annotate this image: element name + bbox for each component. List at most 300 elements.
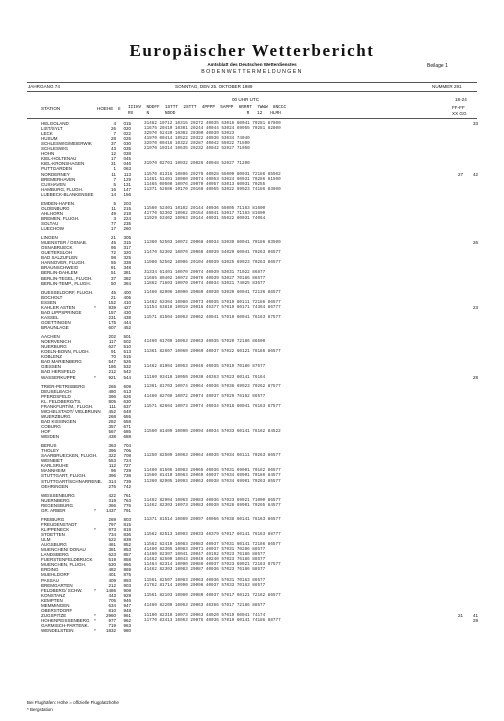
station-name: KOBLENZ [41, 354, 63, 360]
station-number: 215 [123, 205, 131, 211]
station-height: 43 [110, 146, 116, 152]
station-number: 803 [123, 516, 131, 522]
observation-code: 21970 10314 10635 20232 40042 52027 71050 [144, 146, 250, 152]
hoehe-header: HOEHE [97, 106, 114, 111]
station-height: 212 [108, 369, 116, 375]
station-number: 444 [123, 319, 131, 325]
station-name: WASSERKUPPE [41, 374, 76, 380]
report-title: Europäischer Wetterbericht [129, 41, 375, 60]
station-height: 282 [108, 418, 116, 424]
station-height: 547 [108, 359, 116, 365]
station-number: 903 [123, 582, 131, 588]
station-height: 49 [110, 210, 116, 216]
station-name: GOETTINGEN [41, 319, 71, 325]
observation-code: 41970 00414 10522 20322 40036 53034 74040 [144, 136, 250, 142]
station-name: FELDBERG/ SCHW. [41, 587, 83, 593]
station-height: 16 [110, 186, 116, 192]
code-header-line2: RX N NDDD R 12 HLMH [128, 111, 281, 116]
observation-code: 11465 00500 10076 20070 40057 53013 60031 70255 [144, 181, 266, 187]
station-name: OBERSTDORF [41, 607, 73, 613]
station-number: 427 [123, 304, 131, 310]
station-height: 95 [110, 245, 116, 251]
station-name: NUERNBERG [41, 497, 70, 503]
station-height: 117 [108, 339, 116, 345]
station-number: 815 [123, 521, 131, 527]
observation-code: 11561 82507 10083 20063 40036 57031 70163 86577 [144, 577, 266, 583]
station-name: OSNABRUECK [41, 245, 73, 251]
station-name: WUERZBURG [41, 413, 71, 419]
station-name: MUENCHEN, FLUGH. [41, 562, 87, 568]
station-name: NORDERNEY [41, 171, 70, 177]
station-row [0, 508, 504, 514]
station-number: 980 [123, 628, 131, 634]
station-number: 857 [123, 552, 131, 558]
station-name: BAD HERSFELD [41, 369, 76, 375]
station-number: 948 [123, 607, 131, 613]
station-height: 45 [110, 289, 116, 295]
station-number: 688 [123, 434, 131, 440]
station-name: STOETTEN [41, 532, 65, 538]
observation-code: 41462 82303 10083 20087 40036 57023 76186 88577 [144, 567, 266, 573]
station-name: BAD SALZUFLEN [41, 255, 78, 261]
station-height: 96 [110, 468, 116, 474]
station-number: 045 [123, 156, 131, 162]
section-title: BODENWETTERMELDUNGEN [201, 69, 303, 75]
station-name: KASSEL [41, 314, 59, 320]
station-name: FREUDENSTADT [41, 521, 78, 527]
station-number: 218 [123, 210, 131, 216]
observation-code: 31970 02701 10032 20026 40048 52027 71200 [144, 161, 250, 167]
station-name: CUXHAVEN [41, 181, 66, 187]
observation-code: 11571 82604 10073 20074 40034 57018 60041 76163 87577 [144, 403, 281, 409]
station-height: 1832 [105, 628, 116, 634]
observation-code: 11570 81316 10896 20279 40028 55009 60031 72186 85502 [144, 171, 281, 177]
mountain-station-marker: * [94, 612, 96, 618]
station-height: 810 [108, 607, 116, 613]
station-number: 671 [123, 424, 131, 429]
station-number: 852 [123, 542, 131, 548]
station-height: 231 [108, 314, 116, 320]
station-height: 634 [108, 602, 116, 608]
observation-code: 11154 63810 10019 20016 45377 57019 60171 74364 86777 [144, 304, 281, 310]
station-height: 202 [108, 334, 116, 340]
station-name: BREMEN, FLUGH. [41, 215, 80, 221]
station-number: 022 [123, 131, 131, 137]
station-height: 269 [108, 516, 116, 522]
observation-code: 11770 83413 10063 20076 40036 57019 60141 74186 88777 [144, 617, 281, 623]
station-height: 21 [110, 235, 116, 241]
station-height: 70 [110, 354, 116, 360]
station-name: MUEHLDORF [41, 572, 70, 578]
station-height: 14 [110, 191, 116, 197]
station-name: KIEL-KRONSHAGEN [41, 161, 85, 167]
station-height: 112 [108, 463, 116, 469]
station-number: 648 [123, 408, 131, 414]
station-height: 396 [108, 393, 116, 399]
station-name: FREIBURG [41, 516, 65, 522]
station-name: OLDENBURG [41, 205, 70, 211]
station-number: 400 [123, 289, 131, 295]
date-label: SONNTAG, DEN 25. OKTOBER 1989 [175, 84, 253, 89]
station-height: 322 [108, 453, 116, 459]
observation-code: 41460 82209 10063 20063 40366 57017 72186 88577 [144, 602, 266, 608]
station-number: 742 [123, 483, 131, 489]
station-number: 156 [123, 191, 131, 197]
station-number: 963 [123, 622, 131, 628]
station-height: 7 [113, 131, 116, 137]
station-height: 5 [113, 181, 116, 187]
observation-code: 11461 51401 10080 20074 40053 53024 60031 70286 81500 [144, 176, 281, 182]
station-number: 532 [123, 364, 131, 370]
station-number: 046 [123, 161, 131, 167]
station-height: 37 [110, 275, 116, 281]
station-row [0, 226, 504, 232]
station-height: 381 [108, 547, 116, 553]
station-number: 613 [123, 388, 131, 394]
station-number: 026 [123, 136, 131, 142]
station-header: STATION [41, 106, 61, 111]
station-number: 317 [123, 245, 131, 251]
extra-value: 41 [472, 612, 478, 618]
station-row [0, 281, 504, 287]
station-height: 175 [108, 319, 116, 325]
station-number: 738 [123, 473, 131, 479]
station-number: 727 [123, 463, 131, 469]
station-height: 480 [108, 388, 116, 394]
station-name: MANNHEIM [41, 468, 66, 474]
station-name: LUEBECK-BLANKENSEE [41, 191, 94, 197]
observation-code: 41460 82305 10083 20071 40037 57031 70286 88577 [144, 547, 266, 553]
observation-code: 11100 82310 10073 20063 48020 57019 60041 74174 [144, 612, 266, 618]
station-height: 443 [108, 592, 116, 598]
station-name: REGENSBURG [41, 502, 74, 508]
station-number: 655 [123, 413, 131, 419]
station-name: STUTTGART/SCHNARRENB. [41, 478, 102, 484]
station-height: 452 [108, 408, 116, 414]
mountain-station-marker: * [94, 527, 96, 533]
station-height: 276 [108, 483, 116, 489]
station-name: WENDELSTEIN [41, 628, 74, 634]
station-name: DEUSELBACH [41, 388, 72, 394]
station-number: 761 [123, 492, 131, 498]
station-name: THOLEY [41, 448, 60, 454]
station-height: 366 [108, 502, 116, 508]
station-row [0, 325, 504, 331]
station-name: SCHLESWIG [41, 146, 69, 152]
station-number: 030 [123, 141, 131, 147]
extra-value: 28 [472, 374, 478, 380]
station-number: 776 [123, 502, 131, 508]
beilage-label: Beilage 1 [427, 63, 448, 69]
station-height: 111 [109, 403, 116, 409]
station-name: LINGEN [41, 235, 58, 241]
station-height: 396 [108, 473, 116, 479]
observation-code: 11462 63304 10080 20073 40035 57019 60111 72186 86577 [144, 299, 281, 305]
station-name: PASSAU [41, 577, 59, 583]
extra-value: 29 [472, 617, 478, 623]
station-name: HUSUM [41, 136, 58, 142]
station-name: HOHN [41, 151, 55, 157]
station-height: 55 [110, 260, 116, 266]
station-name: AUGSBURG [41, 542, 67, 548]
station-height: 438 [108, 434, 116, 440]
station-name: BERUS [41, 443, 57, 449]
station-height: 805 [108, 398, 116, 404]
observation-code: 11460 81506 10083 20065 40036 57031 69901 70162 86577 [144, 468, 281, 474]
station-name: KIEL-HOLTENAU [41, 156, 77, 162]
observation-code: 11361 82607 10060 20060 40037 57022 60121 76186 86577 [144, 349, 281, 355]
station-name: BREMGARTEN [41, 582, 73, 588]
station-name: NUERBURG [41, 344, 67, 350]
station-name: FUERSTENFELDBRUCK [41, 557, 93, 563]
station-number: 203 [123, 200, 131, 206]
station-number: 637 [123, 403, 131, 409]
station-name: BRAUNSCHWEIG [41, 265, 79, 271]
station-row [0, 375, 504, 381]
station-number: 853 [123, 547, 131, 553]
gust-value: 27 [457, 171, 463, 177]
station-name: BOCHOLT [41, 294, 63, 300]
station-height: 50 [110, 280, 116, 286]
station-number: 658 [123, 418, 131, 424]
observation-code: 11371 52606 10170 20168 40055 53022 69923 74186 83600 [144, 186, 281, 192]
station-name: SCHLESWIG/MEIERWIK [41, 141, 92, 147]
station-row [0, 192, 504, 198]
observation-code: 41460 82307 10041 20047 40192 57023 76186 88577 [144, 552, 266, 558]
station-name: BAD MARIENBERG [41, 359, 82, 365]
station-height: 1 [113, 166, 116, 172]
ff-header: FF-FF [452, 105, 465, 110]
station-number: 836 [123, 532, 131, 538]
station-name: ESSEN [41, 299, 57, 305]
station-number: 869 [123, 567, 131, 573]
station-name: FRANKFURT/M., FLUGH. [41, 403, 94, 409]
station-name: COBURG [41, 424, 61, 429]
station-name: HELGOLAND [41, 121, 69, 126]
station-number: 609 [123, 383, 131, 389]
mountain-station-marker: * [94, 617, 96, 623]
station-height: 839 [108, 304, 116, 310]
station-name: BAD KISSINGEN [41, 418, 77, 424]
station-name: MICHELSTADT/ VIELBRUNN [41, 408, 101, 414]
observation-code: 11371 81514 10089 20097 40066 57038 60141 76163 86577 [144, 516, 281, 522]
station-number: 630 [123, 398, 131, 404]
mountain-station-marker: * [94, 587, 96, 593]
station-height: 461 [108, 542, 116, 548]
station-number: 438 [123, 314, 131, 320]
station-number: 791 [123, 507, 131, 513]
station-number: 035 [123, 146, 131, 152]
station-number: 305 [123, 235, 131, 241]
station-name: AACHEN [41, 334, 60, 340]
station-name: OEHRINGEN [41, 483, 69, 489]
station-row [0, 628, 504, 634]
station-number: 946 [123, 597, 131, 603]
station-number: 962 [123, 617, 131, 623]
station-row [0, 434, 504, 440]
station-name: GARMISCH-PARTENK. [41, 622, 89, 628]
station-number: 510 [123, 344, 131, 350]
station-height: 623 [108, 552, 116, 558]
station-number: 729 [123, 468, 131, 474]
station-height: 553 [108, 458, 116, 464]
station-number: 338 [123, 260, 131, 266]
station-height: 77 [110, 220, 116, 226]
station-name: SOLTAU [41, 220, 59, 226]
station-number: 513 [123, 349, 131, 355]
station-name: MUENSTER / OSNAB. [41, 240, 88, 246]
station-number: 708 [123, 453, 131, 459]
station-name: BERLIN-TEGEL, FLUGH. [41, 275, 93, 281]
station-number: 947 [123, 602, 131, 608]
station-height: 401 [108, 572, 116, 578]
station-height: 4 [113, 121, 116, 126]
observation-code: 11462 81904 10053 20046 40035 57019 70186 87577 [144, 364, 266, 370]
station-height: 212 [108, 582, 116, 588]
station-height: 422 [108, 492, 116, 498]
ii-header: II [118, 106, 121, 111]
station-name: NOERVENICH [41, 339, 71, 345]
station-name: GUETERSLOH [41, 250, 73, 256]
station-name: HOHENPEISSENBERG [41, 617, 90, 623]
station-name: HOF [41, 429, 51, 435]
station-height: 17 [110, 226, 116, 232]
station-height: 28 [110, 136, 116, 142]
station-height: 314 [108, 478, 116, 484]
observation-code: 11360 82905 10093 20063 40038 57034 69901 70263 85577 [144, 478, 281, 484]
station-height: 12 [110, 151, 116, 157]
station-number: 875 [123, 572, 131, 578]
station-name: KLIPPENECK [41, 527, 70, 533]
station-name: EMDEN-HAFEN [41, 200, 75, 206]
observation-code: 11562 82513 10093 20033 40379 57017 60141 76163 88777 [144, 532, 281, 538]
station-name: STUTTGART, FLUGH. [41, 473, 87, 479]
station-name: MEMMINGEN [41, 602, 70, 608]
observation-code: 11862 71603 10070 20074 40034 53021 74025 83577 [144, 280, 266, 286]
jahrgang-label: JAHRGANG 74 [28, 84, 60, 89]
station-height: 363 [108, 443, 116, 449]
observation-code: 11460 82906 10090 20080 40030 53020 60041 72136 86577 [144, 289, 281, 295]
station-name: PUTTGARDEN [41, 166, 73, 172]
station-name: KOELN-BONN, FLUGH. [41, 349, 90, 355]
station-height: 1437 [105, 507, 116, 513]
station-number: 961 [123, 612, 131, 618]
date-rule [27, 91, 477, 92]
station-height: 265 [108, 383, 116, 389]
station-height: 627 [108, 344, 116, 350]
mountain-station-marker: * [94, 507, 96, 513]
station-number: 147 [123, 186, 131, 192]
observation-code: 11571 81504 10063 20062 40041 57019 60041 76163 87577 [144, 314, 281, 320]
station-number: 866 [123, 562, 131, 568]
station-number: 020 [123, 126, 131, 132]
station-height: 567 [108, 429, 116, 435]
station-height: 522 [108, 537, 116, 543]
station-number: 452 [123, 325, 131, 331]
station-height: 734 [108, 532, 116, 538]
station-number: 763 [123, 497, 131, 503]
report-subtitle: Amtsblatt des Deutschen Wetterdienstes [207, 62, 297, 67]
station-height: 482 [108, 567, 116, 573]
top-rule [27, 82, 477, 83]
observation-code: 11250 82509 10063 20064 40035 57034 60111 70263 86577 [144, 453, 281, 459]
station-number: 893 [123, 577, 131, 583]
observation-code: 11560 81409 10090 20094 40034 57033 60141 76162 84522 [144, 429, 281, 435]
station-height: 409 [108, 577, 116, 583]
observation-code: 11929 53402 10063 20144 40031 55022 60031 74064 [144, 215, 266, 221]
station-height: 7 [113, 176, 116, 182]
station-name: WEIDEN [41, 434, 59, 440]
station-number: 685 [123, 429, 131, 435]
station-name: BRAUNLAGE [41, 325, 69, 331]
station-name: PFERDSFELD [41, 393, 71, 399]
station-number: 929 [123, 592, 131, 598]
station-name: KAHLER ASTEN [41, 304, 76, 310]
station-height: 91 [110, 349, 116, 355]
station-height: 797 [108, 521, 116, 527]
station-name: TRIER-PETRISBERG [41, 383, 86, 389]
observation-code: 11980 52502 10096 20104 40039 53025 69923 70263 86577 [144, 260, 281, 266]
station-number: 063 [123, 166, 131, 172]
observation-code: 31482 10712 10315 20272 40035 53016 60041 70281 87800 [144, 121, 281, 126]
observation-code: 11361 81703 10074 20064 40036 57038 69923 70262 87577 [144, 383, 281, 389]
observation-code: 11464 82314 10090 20086 40037 57023 69921 72163 87577 [144, 562, 281, 568]
station-number: 704 [123, 443, 131, 449]
station-height: 5 [113, 200, 116, 206]
observation-code: 32970 00416 10322 20287 40042 55022 71500 [144, 141, 250, 147]
station-height: 977 [108, 617, 116, 623]
station-height: 719 [108, 622, 116, 628]
station-number: 430 [123, 309, 131, 315]
station-number: 706 [123, 448, 131, 454]
observation-code: 11562 82410 10083 20083 40037 57031 60141 72186 86577 [144, 542, 281, 548]
mountain-station-marker: * [94, 374, 96, 380]
station-number: 515 [123, 354, 131, 360]
station-name: AHLHORN [41, 210, 64, 216]
extra-value: 42 [472, 171, 478, 177]
station-number: 260 [123, 226, 131, 232]
station-height: 11 [111, 205, 116, 211]
station-height: 37 [110, 141, 116, 147]
station-number: 626 [123, 393, 131, 399]
station-height: 2960 [105, 612, 116, 618]
observation-code: 11560 52401 10102 20144 40036 55005 71163 81600 [144, 205, 266, 211]
station-name: BREMERHAVEN [41, 176, 76, 182]
station-number: 381 [123, 270, 131, 276]
station-name: WEINBIET [41, 458, 63, 464]
observation-code: 11462 82904 10063 20083 40036 57023 69921 71000 86577 [144, 497, 281, 503]
station-number: 908 [123, 587, 131, 593]
station-height: 268 [108, 413, 116, 419]
station-number: 320 [123, 250, 131, 256]
station-number: 235 [123, 220, 131, 226]
station-name: BERLIN-DAHLEM [41, 270, 78, 276]
utc-label: 00 UHR UTC [232, 97, 260, 102]
station-name: ZUGSPITZE [41, 612, 67, 618]
extra-value: 33 [472, 121, 478, 126]
station-height: 81 [110, 265, 116, 271]
station-number: 858 [123, 557, 131, 563]
station-name: BAD LIPPSPRINGE [41, 309, 82, 315]
station-name: HANNOVER, FLUGH. [41, 260, 86, 266]
observation-code: 41460 82708 10072 20074 40037 57029 76162 86577 [144, 393, 266, 399]
station-number: 315 [123, 240, 131, 246]
station-name: ERDING [41, 567, 59, 573]
station-number: 131 [123, 181, 131, 187]
station-number: 224 [123, 215, 131, 221]
station-height: 26 [110, 126, 116, 132]
station-height: 11 [111, 171, 116, 177]
